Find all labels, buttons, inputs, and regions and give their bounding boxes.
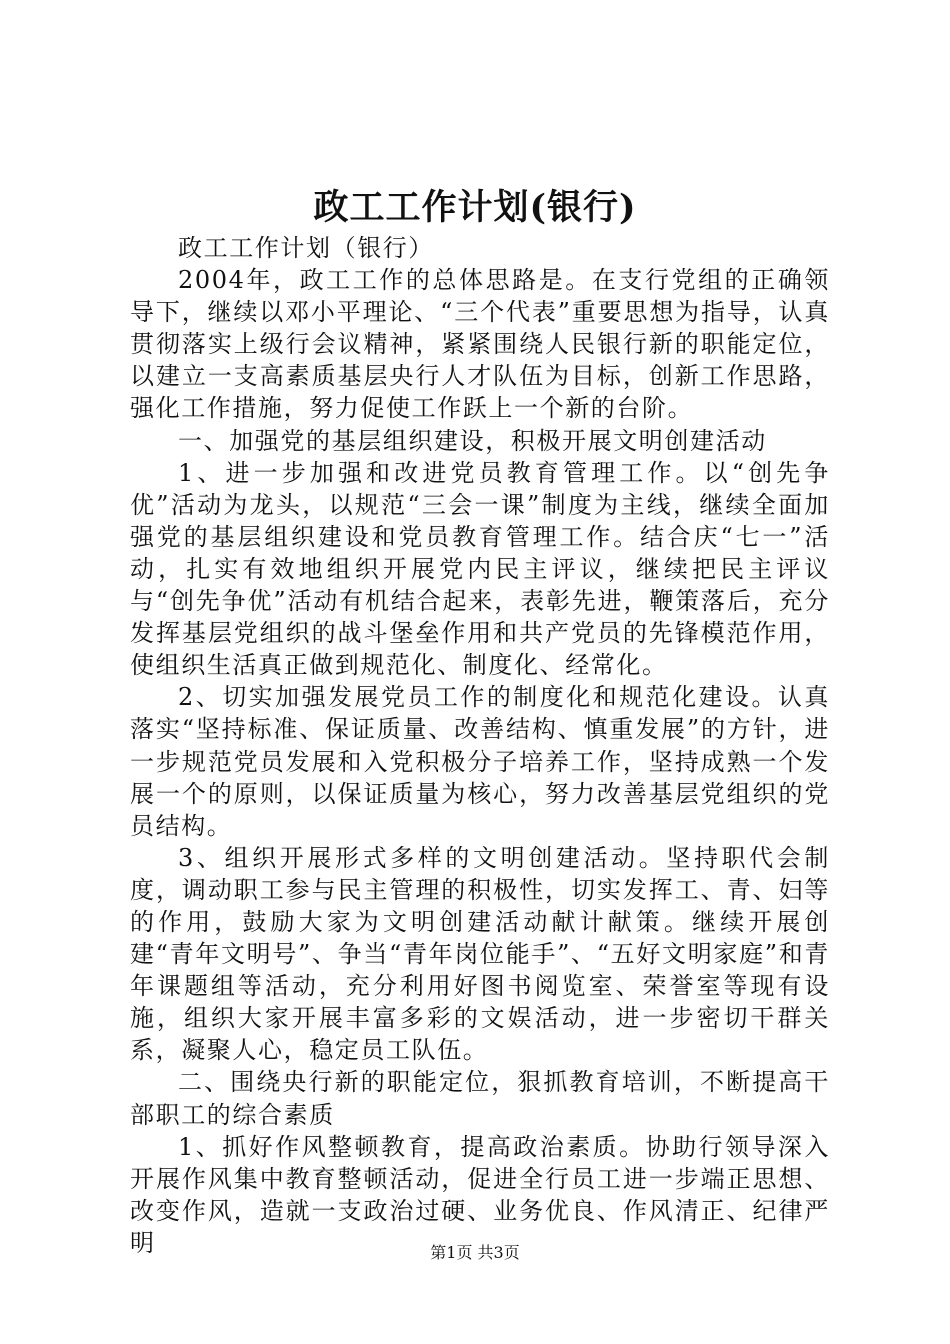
paragraph-overview: 2004年，政工工作的总体思路是。在支行党组的正确领导下，继续以邓小平理论、“三个代表”重要思想为指导，认真贯彻落实上级行会议精神，紧紧围绕人民银行新的职能定位，以建立一支高素质基层央行人才队伍为目标，创新工作思路，强化工作措施，努力促使工作跃上一个新的台阶。	[130, 266, 830, 423]
paragraph-subtitle: 政工工作计划（银行）	[178, 234, 434, 262]
paragraph-item-1-3: 3、组织开展形式多样的文明创建活动。坚持职代会制度，调动职工参与民主管理的积极性，切实发挥工、青、妇等的作用，鼓励大家为文明创建活动献计献策。继续开展创建“青年文明号”、争当“青年岗位能手”、“五好文明家庭”和青年课题组等活动，充分利用好图书阅览室、荣誉室等现有设施，组织大家开展丰富多彩的文娱活动，进一步密切干群关系，凝聚人心，稳定员工队伍。	[130, 843, 830, 1065]
document-body	[130, 232, 830, 1259]
document-title: 政工工作计划(银行)	[313, 187, 637, 228]
section-heading-2: 二、围绕央行新的职能定位，狠抓教育培训，不断提高干部职工的综合素质	[130, 1068, 830, 1129]
paragraph-item-1-1: 1、进一步加强和改进党员教育管理工作。以“创先争优”活动为龙头，以规范“三会一课”制度为主线，继续全面加强党的基层组织建设和党员教育管理工作。结合庆“七一”活动，扎实有效地组织开展党内民主评议，继续把民主评议与“创先争优”活动有机结合起来，表彰先进，鞭策落后，充分发挥基层党组织的战斗堡垒作用和共产党员的先锋模范作用，使组织生活真正做到规范化、制度化、经常化。	[130, 458, 830, 680]
page-footer: 第1页 共3页	[430, 1243, 520, 1262]
paragraph-item-2-1: 1、抓好作风整顿教育，提高政治素质。协助行领导深入开展作风集中教育整顿活动，促进全行员工进一步端正思想、改变作风，造就一支政治过硬、业务优良、作风清正、纪律严明	[130, 1132, 830, 1257]
paragraph-item-1-2: 2、切实加强发展党员工作的制度化和规范化建设。认真落实“坚持标准、保证质量、改善结构、慎重发展”的方针，进一步规范党员发展和入党积极分子培养工作，坚持成熟一个发展一个的原则，以保证质量为核心，努力改善基层党组织的党员结构。	[130, 683, 830, 840]
section-heading-1: 一、加强党的基层组织建设，积极开展文明创建活动	[178, 426, 767, 455]
